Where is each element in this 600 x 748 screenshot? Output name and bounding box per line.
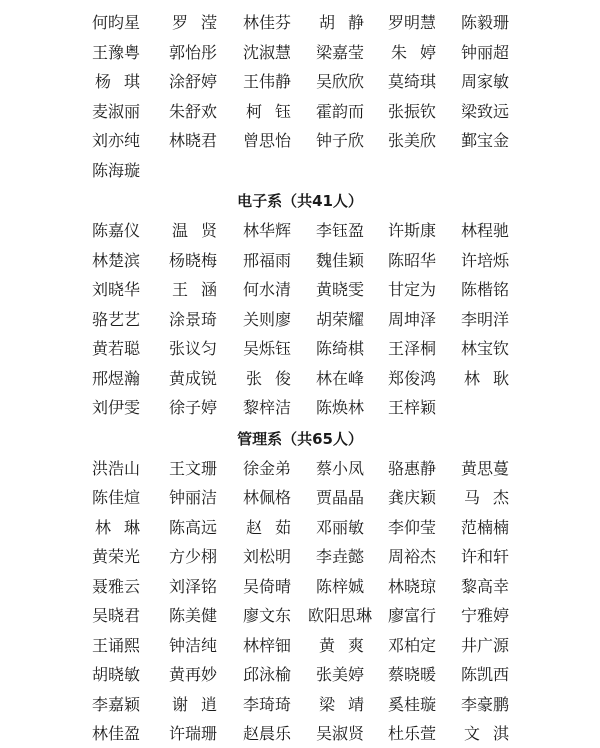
student-name: 沈淑慧: [242, 42, 291, 62]
student-name: 许和轩: [460, 547, 509, 566]
student-name: 林梓钿: [242, 635, 291, 655]
student-name: 陈凯西: [460, 665, 509, 684]
student-name: 邢福雨: [242, 250, 291, 270]
name-row: [0, 157, 600, 185]
name-row: [0, 602, 600, 630]
student-name: 林在峰: [315, 368, 364, 388]
student-name: 罗明慧: [387, 13, 436, 32]
student-name: 邢煜瀚: [91, 368, 140, 388]
student-name: 陈昭华: [387, 250, 436, 270]
student-name: 徐金弟: [242, 458, 291, 478]
student-name: 鄞宝金: [460, 131, 509, 150]
student-name: 黄荣光: [91, 547, 140, 566]
student-name: 吴淑贤: [315, 724, 364, 743]
student-name: 洪浩山: [91, 458, 140, 478]
student-name: 李豪鹏: [460, 694, 509, 714]
student-name: 林琳: [95, 517, 154, 537]
student-name: 骆艺艺: [91, 309, 140, 329]
student-name: 刘泽铭: [168, 576, 217, 596]
student-name: 陈高远: [168, 517, 217, 537]
student-name: 吴欣欣: [315, 72, 364, 91]
student-name: 林耿: [464, 368, 523, 388]
student-name: 杨晓梅: [168, 250, 217, 270]
student-name: 王诵熙: [91, 635, 140, 655]
student-name: 黄思蔓: [460, 458, 509, 478]
student-name: 黄成锐: [168, 368, 217, 388]
student-name: 廖文东: [242, 606, 291, 625]
student-name: 麦淑丽: [91, 101, 140, 121]
name-row: [0, 98, 600, 126]
student-name: 刘松明: [242, 547, 291, 566]
student-name: 陈嘉仪: [91, 221, 140, 240]
student-name: 罗滢: [172, 13, 231, 32]
student-name: 朱舒欢: [168, 101, 217, 121]
student-name: 杨琪: [95, 72, 154, 91]
student-name: 范楠楠: [460, 517, 509, 537]
student-name: 林晓君: [168, 131, 217, 150]
name-row: [0, 335, 600, 363]
student-name: 谢逍: [172, 694, 231, 714]
student-name: 欧阳思琳: [307, 606, 372, 625]
student-name: 刘晓华: [91, 280, 140, 299]
student-name: 邓柏定: [387, 635, 436, 655]
student-name: 邱泳榆: [242, 665, 291, 684]
name-row: [0, 691, 600, 719]
student-name: 黄再妙: [168, 665, 217, 684]
student-name: 赵晨乐: [242, 724, 291, 743]
student-name: 吴倚晴: [242, 576, 291, 596]
name-row: [0, 455, 600, 483]
student-name: 周裕杰: [387, 547, 436, 566]
student-name: 王泽桐: [387, 339, 436, 358]
name-row: [0, 365, 600, 393]
student-name: 胡晓敏: [91, 665, 140, 684]
student-name: 张议匀: [168, 339, 217, 358]
student-name: 何水清: [242, 280, 291, 299]
student-name: 王伟静: [242, 72, 291, 91]
name-row: [0, 484, 600, 512]
student-name: 张美婷: [315, 665, 364, 684]
name-row: [0, 9, 600, 37]
student-name: 陈毅珊: [460, 13, 509, 32]
name-row: [0, 306, 600, 334]
student-name: 黄爽: [319, 635, 378, 655]
student-name: 王豫粤: [91, 42, 140, 62]
student-name: 贾晶晶: [315, 488, 364, 507]
student-name: 陈海璇: [91, 160, 140, 180]
student-name: 朱婷: [391, 42, 450, 62]
student-name: 曾思怡: [242, 131, 291, 150]
name-row: [0, 720, 600, 748]
student-name: 涂舒婷: [168, 72, 217, 91]
student-name: 陈梓娍: [315, 576, 364, 596]
student-name: 陈楷铭: [460, 280, 509, 299]
student-name: 莫绮琪: [387, 72, 436, 91]
student-name: 林宝钦: [460, 339, 509, 358]
student-name: 宁雅婷: [460, 606, 509, 625]
student-name: 林佳芬: [242, 13, 291, 32]
student-name: 胡静: [319, 13, 378, 32]
student-name: 陈绮棋: [315, 339, 364, 358]
student-name: 马杰: [464, 488, 523, 507]
student-name: 刘亦纯: [91, 131, 140, 150]
student-name: 郑俊鸿: [387, 368, 436, 388]
name-row: [0, 661, 600, 689]
student-name: 林楚滨: [91, 250, 140, 270]
section-heading: 管理系（共65人）: [237, 429, 363, 448]
name-row: [0, 573, 600, 601]
student-name: 涂景琦: [168, 309, 217, 329]
student-name: 林晓琼: [387, 576, 436, 596]
student-name: 黄晓雯: [315, 280, 364, 299]
student-name: 骆惠静: [387, 458, 436, 478]
student-name: 李仰莹: [387, 517, 436, 537]
student-name: 李琦琦: [242, 694, 291, 714]
student-name: 温贤: [172, 221, 231, 240]
student-name: 聂雅云: [91, 576, 140, 596]
student-name: 梁嘉莹: [315, 42, 364, 62]
student-name: 何昀星: [91, 13, 140, 32]
student-name: 黄若聪: [91, 339, 140, 358]
student-name: 林程驰: [460, 221, 509, 240]
name-row: [0, 276, 600, 304]
student-name: 龚庆颖: [387, 488, 436, 507]
student-name: 柯钰: [246, 101, 305, 121]
student-name: 蔡小凤: [315, 458, 364, 478]
student-name: 邓丽敏: [315, 517, 364, 537]
student-name: 陈焕林: [315, 398, 364, 417]
name-row: [0, 247, 600, 275]
student-name: 郭怡彤: [168, 42, 217, 62]
student-name: 霍韵而: [315, 101, 364, 121]
student-name: 林佳盈: [91, 724, 140, 743]
student-name: 许瑞珊: [168, 724, 217, 743]
student-name: 钟子欣: [315, 131, 364, 150]
name-row: [0, 543, 600, 571]
student-name: 林佩格: [242, 488, 291, 507]
name-row: [0, 514, 600, 542]
student-name: 文淇: [464, 724, 523, 743]
student-name: 吴烁钰: [242, 339, 291, 358]
student-name: 李明洋: [460, 309, 509, 329]
student-name: 钟丽洁: [168, 488, 217, 507]
student-name: 王梓颖: [387, 398, 436, 417]
student-name: 杜乐萱: [387, 724, 436, 743]
student-name: 李嘉颖: [91, 694, 140, 714]
student-name: 关则廖: [242, 309, 291, 329]
student-name: 梁致远: [460, 101, 509, 121]
student-name: 甘定为: [387, 280, 436, 299]
student-name: 李钰盈: [315, 221, 364, 240]
student-name: 梁靖: [319, 694, 378, 714]
student-name: 王涵: [172, 280, 231, 299]
name-row: [0, 127, 600, 155]
student-name: 周家敏: [460, 72, 509, 91]
student-name: 林华辉: [242, 221, 291, 240]
student-name: 李垚懿: [315, 547, 364, 566]
student-name: 井广源: [460, 635, 509, 655]
student-name: 张振钦: [387, 101, 436, 121]
student-name: 蔡晓暖: [387, 665, 436, 684]
student-name: 方少栩: [168, 547, 217, 566]
student-name: 周坤泽: [387, 309, 436, 329]
student-name: 许培烁: [460, 250, 509, 270]
student-name: 钟洁纯: [168, 635, 217, 655]
name-row: [0, 217, 600, 245]
student-name: 赵茹: [246, 517, 305, 537]
student-name: 黎高幸: [460, 576, 509, 596]
student-name: 吴晓君: [91, 606, 140, 625]
student-name: 陈美健: [168, 606, 217, 625]
student-name: 张美欣: [387, 131, 436, 150]
name-row: [0, 39, 600, 67]
student-name: 陈佳煊: [91, 488, 140, 507]
student-name: 奚桂璇: [387, 694, 436, 714]
student-name: 徐子婷: [168, 398, 217, 417]
name-row: [0, 632, 600, 660]
student-name: 钟丽超: [460, 42, 509, 62]
student-name: 王文珊: [168, 458, 217, 478]
student-name: 许斯康: [387, 221, 436, 240]
name-row: [0, 394, 600, 422]
student-name: 刘伊雯: [91, 398, 140, 417]
name-row: [0, 68, 600, 96]
student-name: 张俊: [246, 368, 305, 388]
student-name: 胡荣耀: [315, 309, 364, 329]
student-name: 廖富行: [387, 606, 436, 625]
student-name: 黎梓洁: [242, 398, 291, 417]
section-heading: 电子系（共41人）: [237, 192, 363, 210]
student-name: 魏佳颖: [315, 250, 364, 270]
